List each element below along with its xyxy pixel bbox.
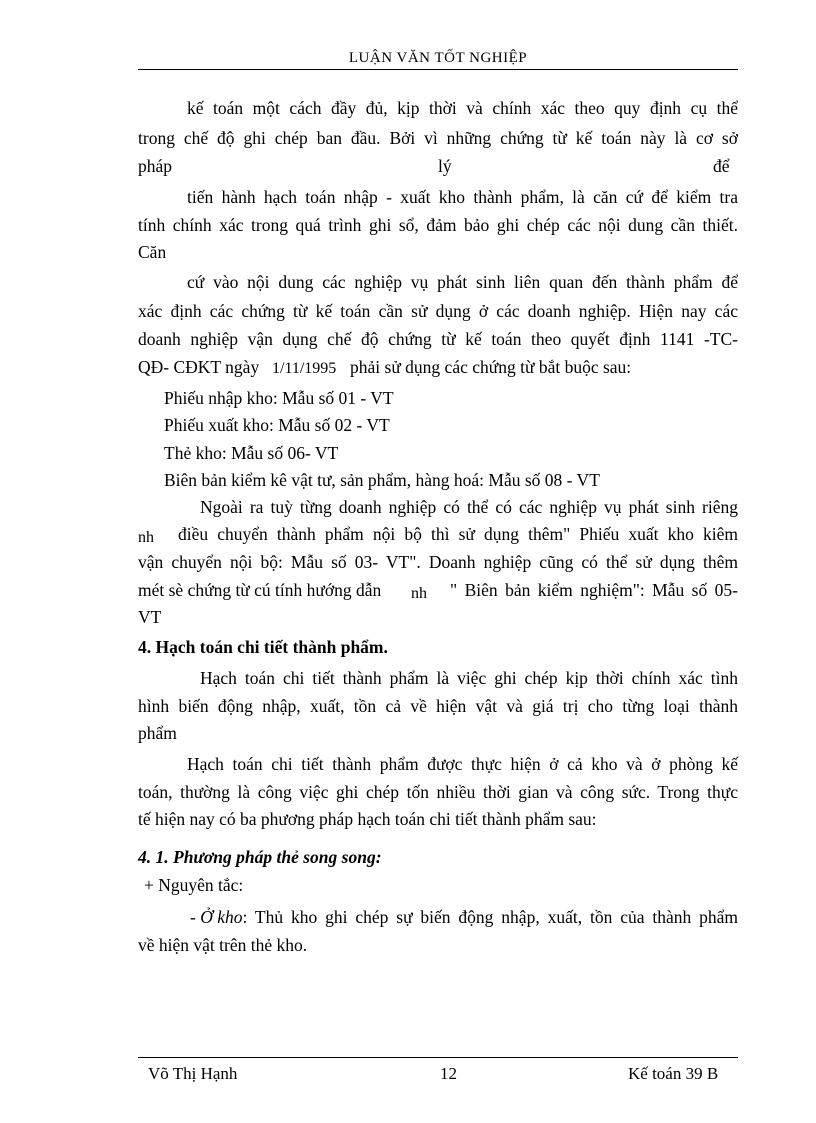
p6-dash: - [190,907,201,927]
p3-line-2a: nh [138,529,154,546]
p3-line-4c: " Biên bản kiểm nghiệm": Mẫu số 05- [450,580,738,600]
p2-line-1: cứ vào nội dung các nghiệp vụ phát sinh liên quan đến thành phẩm để [187,272,738,292]
p1-line-1: kế toán một cách đầy đủ, kịp thời và chính xác theo quy định cụ thể [187,98,738,118]
p3-line-1: Ngoài ra tuỳ từng doanh nghiệp có thể có các nghiệp vụ phát sinh riêng [200,497,738,517]
p2-line-4b: phải sử dụng các chứng từ bắt buộc sau: [350,357,632,377]
p3-line-5: VT [138,607,162,627]
p5-line-1: Hạch toán chi tiết thành phẩm được thực hiện ở cả kho và ở phòng kế [187,754,738,774]
list-item: Biên bản kiểm kê vật tư, sản phẩm, hàng hoá: Mẫu số 08 - VT [164,470,600,490]
p4-line-1: Hạch toán chi tiết thành phẩm là việc ghi chép kịp thời chính xác tình [200,668,738,688]
p6-place: Ở kho [200,907,243,927]
p6-line-1 [190,906,738,928]
p2-line-4a: QĐ- CĐKT ngày [138,357,260,377]
page-number: 12 [440,1064,457,1083]
decision-date: 1/11/1995 [272,360,337,377]
p3-line-3: vận chuyển nội bộ: Mẫu số 03- VT". Doanh nghiệp cũng có thể sử dụng thêm [138,552,738,572]
list-item: Phiếu nhập kho: Mẫu số 01 - VT [164,388,394,408]
list-item: Phiếu xuất kho: Mẫu số 02 - VT [164,415,390,435]
p1-line-4: tiến hành hạch toán nhập - xuất kho thành phẩm, là căn cứ để kiểm tra [187,187,738,207]
running-header: LUẬN VĂN TỐT NGHIỆP [348,50,528,66]
p3-line-2b: điều chuyển thành phẩm nội bộ thì sử dụng thêm" Phiếu xuất kho kiêm [178,524,738,544]
section-4-1-heading: 4. 1. Phương pháp thẻ song song: [138,847,382,867]
section-4-heading: 4. Hạch toán chi tiết thành phẩm. [138,637,388,657]
principle-label: + Nguyên tắc: [144,875,244,895]
list-item: Thẻ kho: Mẫu số 06- VT [164,443,339,463]
p2-line-3: doanh nghiệp vận dụng chế độ chứng từ kế toán theo quyết định 1141 -TC- [138,329,738,349]
p1-line-5: tính chính xác trong quá trình ghi sổ, đảm bảo ghi chép các nội dung cần thiết. [138,215,738,235]
p1-line-2: trong chế độ ghi chép ban đầu. Bởi vì những chứng từ kế toán này là cơ sở [138,128,738,148]
p3-line-4b: nh [411,585,427,602]
p1-line-3c: để [713,156,730,176]
footer-author: Võ Thị Hạnh [148,1064,238,1083]
p6-line-1-rest: : Thủ kho ghi chép sự biến động nhập, xuất, tồn của thành phẩm [242,907,738,927]
header-rule [138,69,738,70]
p3-line-4a: mét sè chứng từ cú tính hướng dẫn [138,580,382,600]
p5-line-2: toán, thường là công việc ghi chép tốn nhiều thời gian và công sức. Trong thực [138,782,738,802]
p1-line-6: Căn [138,242,167,262]
footer-class: Kế toán 39 B [628,1064,719,1083]
p2-line-2: xác định các chứng từ kế toán cần sử dụng ở các doanh nghiệp. Hiện nay các [138,301,738,321]
p6-line-2: về hiện vật trên thẻ kho. [138,935,308,955]
p1-line-3b: lý [438,156,452,176]
p4-line-2: hình biến động nhập, xuất, tồn cả về hiện vật và giá trị cho từng loại thành [138,696,738,716]
p1-line-3a: pháp [138,156,173,176]
p5-line-3: tế hiện nay có ba phương pháp hạch toán chi tiết thành phẩm sau: [138,809,597,829]
p4-line-3: phẩm [138,723,177,743]
footer-rule [138,1057,738,1058]
